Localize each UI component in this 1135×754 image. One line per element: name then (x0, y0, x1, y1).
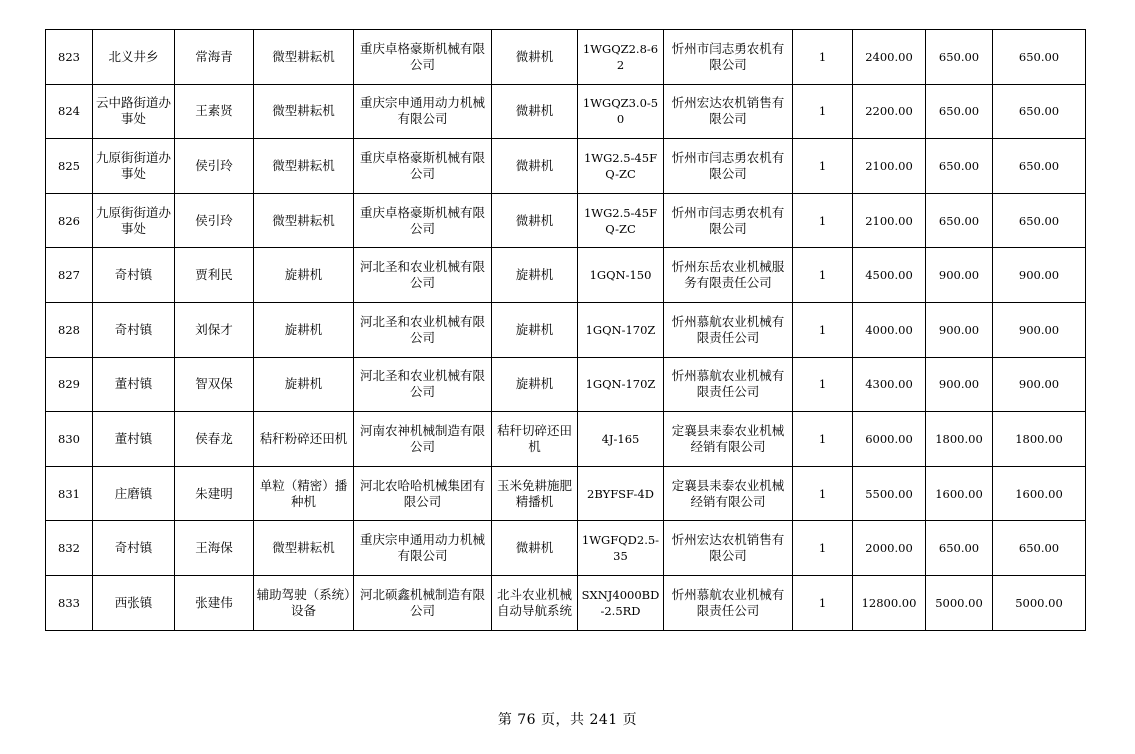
cell-category: 辅助驾驶（系统）设备 (254, 575, 354, 630)
cell-subsidy-unit: 1600.00 (926, 466, 993, 521)
cell-quantity: 1 (793, 84, 853, 139)
cell-price: 2400.00 (853, 30, 926, 85)
cell-price: 4000.00 (853, 302, 926, 357)
cell-no: 831 (46, 466, 93, 521)
table-row (46, 412, 1086, 467)
cell-no: 823 (46, 30, 93, 85)
cell-town: 九原街街道办事处 (93, 139, 175, 194)
table-row (46, 302, 1086, 357)
cell-no: 832 (46, 521, 93, 576)
cell-subsidy-total: 1800.00 (993, 412, 1086, 467)
cell-quantity: 1 (793, 357, 853, 412)
cell-price: 5500.00 (853, 466, 926, 521)
cell-name: 贾利民 (175, 248, 254, 303)
cell-name: 张建伟 (175, 575, 254, 630)
cell-town: 奇村镇 (93, 248, 175, 303)
cell-product: 微耕机 (492, 30, 578, 85)
cell-product: 秸秆切碎还田机 (492, 412, 578, 467)
cell-subsidy-unit: 650.00 (926, 84, 993, 139)
table-row (46, 193, 1086, 248)
cell-manufacturer: 河北圣和农业机械有限公司 (354, 357, 492, 412)
cell-no: 824 (46, 84, 93, 139)
cell-quantity: 1 (793, 302, 853, 357)
cell-model: 1GQN-170Z (578, 302, 664, 357)
table-row (46, 84, 1086, 139)
cell-subsidy-total: 650.00 (993, 84, 1086, 139)
cell-town: 九原街街道办事处 (93, 193, 175, 248)
cell-subsidy-total: 650.00 (993, 521, 1086, 576)
cell-model: 4J-165 (578, 412, 664, 467)
cell-name: 侯引玲 (175, 139, 254, 194)
cell-subsidy-unit: 1800.00 (926, 412, 993, 467)
cell-price: 6000.00 (853, 412, 926, 467)
cell-product: 微耕机 (492, 521, 578, 576)
cell-subsidy-unit: 650.00 (926, 521, 993, 576)
cell-dealer: 忻州慕航农业机械有限责任公司 (664, 575, 793, 630)
table-row (46, 575, 1086, 630)
cell-dealer: 忻州宏达农机销售有限公司 (664, 84, 793, 139)
cell-category: 旋耕机 (254, 248, 354, 303)
cell-subsidy-unit: 650.00 (926, 30, 993, 85)
cell-category: 秸秆粉碎还田机 (254, 412, 354, 467)
cell-manufacturer: 河北硕鑫机械制造有限公司 (354, 575, 492, 630)
cell-town: 董村镇 (93, 357, 175, 412)
cell-price: 12800.00 (853, 575, 926, 630)
cell-dealer: 忻州市闫志勇农机有限公司 (664, 30, 793, 85)
cell-quantity: 1 (793, 30, 853, 85)
cell-town: 董村镇 (93, 412, 175, 467)
cell-subsidy-unit: 900.00 (926, 302, 993, 357)
cell-model: 1GQN-170Z (578, 357, 664, 412)
cell-model: 1GQN-150 (578, 248, 664, 303)
cell-subsidy-unit: 650.00 (926, 193, 993, 248)
cell-dealer: 忻州市闫志勇农机有限公司 (664, 139, 793, 194)
cell-subsidy-total: 5000.00 (993, 575, 1086, 630)
cell-manufacturer: 重庆宗申通用动力机械有限公司 (354, 521, 492, 576)
cell-product: 北斗农业机械自动导航系统 (492, 575, 578, 630)
cell-no: 827 (46, 248, 93, 303)
cell-no: 825 (46, 139, 93, 194)
cell-category: 旋耕机 (254, 357, 354, 412)
cell-subsidy-total: 900.00 (993, 357, 1086, 412)
cell-no: 828 (46, 302, 93, 357)
cell-manufacturer: 重庆卓格豪斯机械有限公司 (354, 193, 492, 248)
cell-category: 微型耕耘机 (254, 521, 354, 576)
cell-dealer: 定襄县耒泰农业机械经销有限公司 (664, 466, 793, 521)
page-number: 第 76 页，共 241 页 (497, 712, 638, 728)
table-row (46, 30, 1086, 85)
table-row (46, 139, 1086, 194)
cell-name: 朱建明 (175, 466, 254, 521)
cell-subsidy-unit: 900.00 (926, 248, 993, 303)
cell-category: 单粒（精密）播种机 (254, 466, 354, 521)
subsidy-table (45, 29, 1086, 631)
cell-manufacturer: 重庆卓格豪斯机械有限公司 (354, 139, 492, 194)
cell-quantity: 1 (793, 193, 853, 248)
cell-price: 2100.00 (853, 193, 926, 248)
cell-no: 830 (46, 412, 93, 467)
cell-town: 北义井乡 (93, 30, 175, 85)
cell-manufacturer: 河北农哈哈机械集团有限公司 (354, 466, 492, 521)
cell-name: 智双保 (175, 357, 254, 412)
cell-town: 庄磨镇 (93, 466, 175, 521)
cell-subsidy-unit: 650.00 (926, 139, 993, 194)
cell-name: 王素贤 (175, 84, 254, 139)
cell-manufacturer: 河北圣和农业机械有限公司 (354, 302, 492, 357)
cell-price: 2100.00 (853, 139, 926, 194)
cell-no: 826 (46, 193, 93, 248)
cell-town: 奇村镇 (93, 302, 175, 357)
cell-name: 侯春龙 (175, 412, 254, 467)
cell-subsidy-total: 650.00 (993, 139, 1086, 194)
table-row (46, 466, 1086, 521)
cell-product: 旋耕机 (492, 248, 578, 303)
table-row (46, 248, 1086, 303)
cell-manufacturer: 重庆卓格豪斯机械有限公司 (354, 30, 492, 85)
cell-model: SXNJ4000BD-2.5RD (578, 575, 664, 630)
cell-name: 刘保才 (175, 302, 254, 357)
cell-price: 4500.00 (853, 248, 926, 303)
cell-model: 1WG2.5-45FQ-ZC (578, 193, 664, 248)
cell-subsidy-total: 900.00 (993, 302, 1086, 357)
cell-name: 王海保 (175, 521, 254, 576)
cell-no: 829 (46, 357, 93, 412)
cell-model: 1WGQZ2.8-62 (578, 30, 664, 85)
cell-category: 微型耕耘机 (254, 193, 354, 248)
table-row (46, 357, 1086, 412)
cell-price: 4300.00 (853, 357, 926, 412)
cell-quantity: 1 (793, 248, 853, 303)
cell-quantity: 1 (793, 521, 853, 576)
cell-model: 1WGFQD2.5-35 (578, 521, 664, 576)
cell-model: 2BYFSF-4D (578, 466, 664, 521)
cell-quantity: 1 (793, 412, 853, 467)
cell-town: 西张镇 (93, 575, 175, 630)
cell-quantity: 1 (793, 466, 853, 521)
cell-name: 常海青 (175, 30, 254, 85)
cell-product: 微耕机 (492, 139, 578, 194)
cell-quantity: 1 (793, 139, 853, 194)
cell-subsidy-unit: 5000.00 (926, 575, 993, 630)
cell-dealer: 忻州市闫志勇农机有限公司 (664, 193, 793, 248)
cell-subsidy-unit: 900.00 (926, 357, 993, 412)
cell-price: 2200.00 (853, 84, 926, 139)
cell-model: 1WGQZ3.0-50 (578, 84, 664, 139)
cell-product: 玉米免耕施肥精播机 (492, 466, 578, 521)
cell-product: 微耕机 (492, 84, 578, 139)
cell-dealer: 忻州东岳农业机械服务有限责任公司 (664, 248, 793, 303)
cell-manufacturer: 重庆宗申通用动力机械有限公司 (354, 84, 492, 139)
cell-category: 微型耕耘机 (254, 84, 354, 139)
cell-town: 奇村镇 (93, 521, 175, 576)
cell-category: 微型耕耘机 (254, 139, 354, 194)
cell-quantity: 1 (793, 575, 853, 630)
cell-subsidy-total: 650.00 (993, 193, 1086, 248)
cell-town: 云中路街道办事处 (93, 84, 175, 139)
cell-no: 833 (46, 575, 93, 630)
cell-model: 1WG2.5-45FQ-ZC (578, 139, 664, 194)
cell-dealer: 忻州慕航农业机械有限责任公司 (664, 302, 793, 357)
cell-subsidy-total: 1600.00 (993, 466, 1086, 521)
cell-manufacturer: 河北圣和农业机械有限公司 (354, 248, 492, 303)
cell-category: 微型耕耘机 (254, 30, 354, 85)
cell-dealer: 定襄县耒泰农业机械经销有限公司 (664, 412, 793, 467)
cell-category: 旋耕机 (254, 302, 354, 357)
cell-product: 微耕机 (492, 193, 578, 248)
cell-dealer: 忻州宏达农机销售有限公司 (664, 521, 793, 576)
cell-manufacturer: 河南农神机械制造有限公司 (354, 412, 492, 467)
cell-name: 侯引玲 (175, 193, 254, 248)
cell-price: 2000.00 (853, 521, 926, 576)
cell-product: 旋耕机 (492, 357, 578, 412)
cell-subsidy-total: 900.00 (993, 248, 1086, 303)
table-row (46, 521, 1086, 576)
cell-product: 旋耕机 (492, 302, 578, 357)
table-body (46, 30, 1086, 631)
cell-dealer: 忻州慕航农业机械有限责任公司 (664, 357, 793, 412)
cell-subsidy-total: 650.00 (993, 30, 1086, 85)
